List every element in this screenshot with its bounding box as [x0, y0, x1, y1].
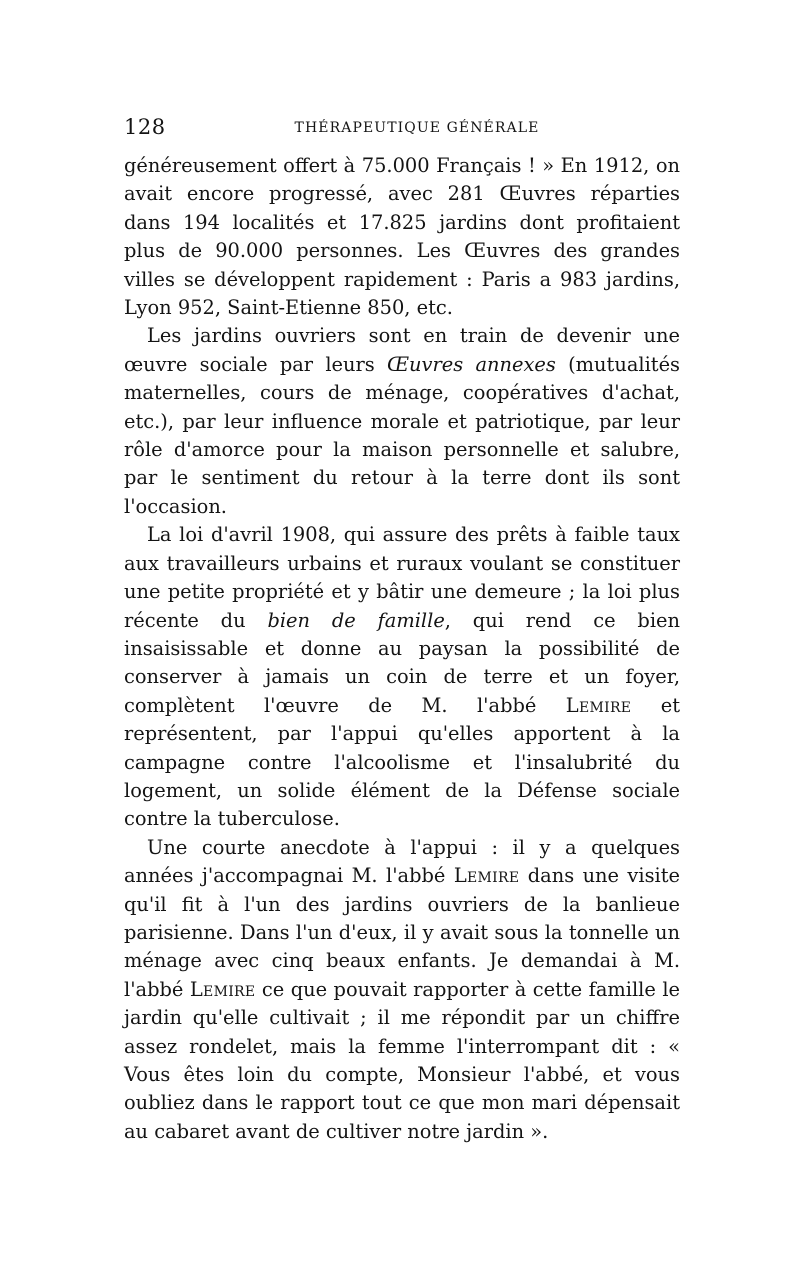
- running-head: THÉRAPEUTIQUE GÉNÉRALE: [294, 120, 540, 136]
- text-span: et représentent, par l'appui qu'elles apportent à la campagne contre l'alcoolisme et l'insalubrité du logement, un solide élément de la Défense sociale contre la tuberculose.: [124, 693, 680, 831]
- paragraph-jardins-ouvriers: [124, 322, 680, 521]
- paragraph-anecdote: [124, 834, 680, 1146]
- italic-phrase: Œuvres annexes: [386, 352, 556, 376]
- paragraph-continuation: [124, 152, 680, 322]
- text-span: La loi d'avril 1908, qui assure des prêts à faible taux aux travailleurs urbains et ruraux voulant se constituer une petite propriété et y bâtir une demeure ; la loi plus récente du: [124, 523, 680, 632]
- paragraph-loi-1908: [124, 521, 680, 833]
- page-number: 128: [124, 115, 166, 139]
- text-span: Une courte anecdote à l'appui : il y a quelques années j'accompagnai M. l'abbé: [124, 835, 680, 888]
- text-span: Les jardins ouvriers sont en train de devenir une œuvre sociale par leurs: [124, 324, 680, 376]
- name-small-caps: Lemire: [453, 864, 520, 888]
- text-span: , qui rend ce bien insaisissable et donne au paysan la possibilité de conserver à jamais un coin de terre et un foyer, complètent l'œuvre de M. l'abbé: [124, 608, 680, 717]
- italic-phrase: bien de famille: [267, 608, 445, 632]
- text-span: dans une visite qu'il fit à l'un des jardins ouvriers de la banlieue parisienne. Dans l'un d'eux, il y avait sous la tonnelle un ménage avec cinq beaux enfants. Je demandai à M. l'abbé: [124, 864, 681, 1001]
- text-span: généreusement offert à 75.000 Français ! » En 1912, on avait encore progressé, avec 281 Œuvres réparties dans 194 localités et 17.825 jardins dont profitaient plus de 90.000 personnes. Les Œuvres des grandes villes se développent rapidement : Paris a 983 jardins, Lyon 952, Saint-Etienne 850, etc.: [124, 154, 680, 320]
- text-span: (mutualités maternelles, cours de ménage, coopératives d'achat, etc.), par leur influence morale et patriotique, par leur rôle d'amorce pour la maison personnelle et salubre, par le sentiment du retour à la terre dont ils sont l'occasion.: [124, 352, 680, 518]
- name-small-caps: Lemire: [189, 977, 256, 1001]
- page-header: [124, 112, 680, 142]
- name-small-caps: Lemire: [565, 693, 632, 717]
- text-span: ce que pouvait rapporter à cette famille le jardin qu'elle cultivait ; il me répondit par un chiffre assez rondelet, mais la femme l'interrompant dit : « Vous êtes loin du compte, Monsieur l'abbé, et vous oubliez dans le rapport tout ce que mon mari dépensait au cabaret avant de cultiver notre jardin ».: [124, 977, 680, 1143]
- body-text: [124, 152, 680, 1146]
